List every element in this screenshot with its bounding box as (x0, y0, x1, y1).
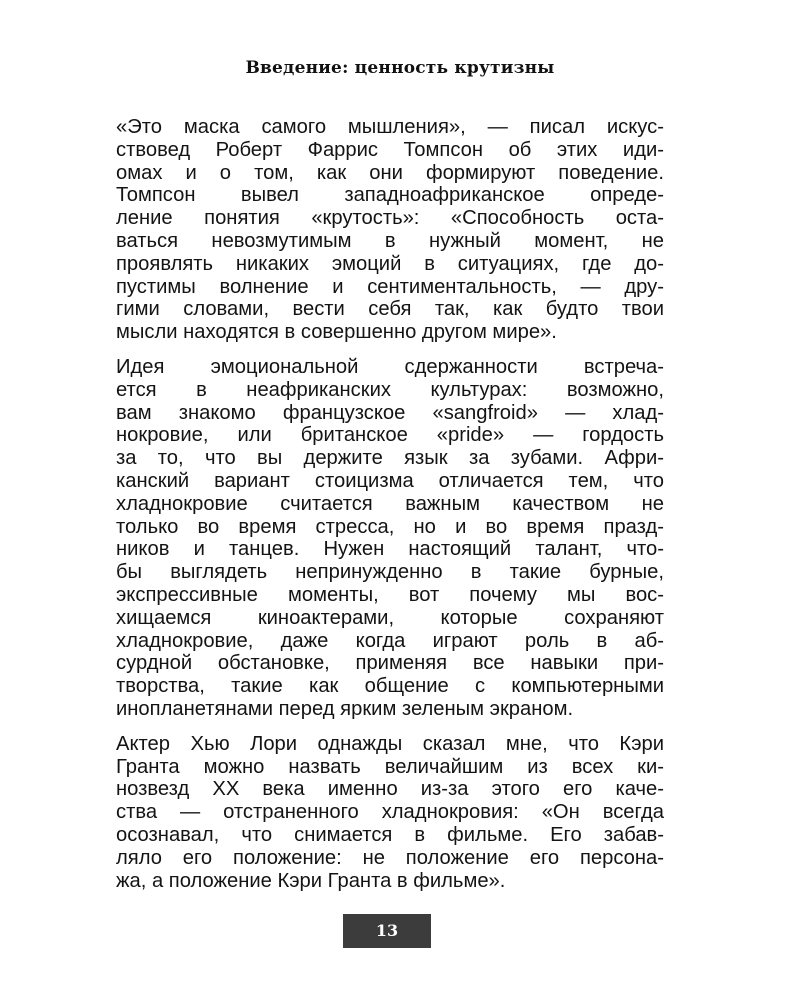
paragraph-3 (116, 733, 664, 893)
text-line: ляло его положение: не положение его персона- (116, 846, 664, 869)
text-line: Томпсон вывел западноафриканское опреде- (116, 184, 664, 207)
text-line: бы выглядеть непринужденно в такие бурные, (116, 561, 664, 584)
text-line: «Это маска самого мышления», — писал искус- (116, 116, 664, 138)
text-line: ваться невозмутимым в нужный момент, не (116, 229, 664, 252)
text-line: за то, что вы держите язык за зубами. Афри- (116, 447, 664, 470)
text-line: инопланетянами перед ярким зеленым экраном. (116, 697, 574, 720)
text-line: хладнокровие считается важным качеством не (116, 492, 664, 515)
text-line: проявлять никаких эмоций в ситуациях, где до- (116, 252, 664, 275)
text-line: Идея эмоциональной сдержанности встреча- (116, 355, 664, 378)
text-line: ников и танцев. Нужен настоящий талант, что- (116, 538, 664, 561)
text-line: только во время стресса, но и во время празд- (116, 515, 664, 538)
running-head: Введение: ценность крутизны (245, 58, 555, 78)
text-line: омах и о том, как они формируют поведение. (116, 161, 664, 184)
text-line: жа, а положение Кэри Гранта в фильме». (116, 869, 506, 892)
paragraph-1 (116, 116, 664, 344)
text-line: нокровие, или британское «pride» — гордость (116, 424, 664, 447)
text-line: мысли находятся в совершенно другом мире». (116, 321, 557, 344)
text-line: пустимы волнение и сентиментальность, — дру- (116, 275, 664, 298)
text-line: Актер Хью Лори однажды сказал мне, что Кэри (116, 732, 664, 755)
text-line: канский вариант стоицизма отличается тем, что (116, 469, 664, 492)
text-line: хищаемся киноактерами, которые сохраняют (116, 606, 664, 629)
text-line: ства — отстраненного хладнокровия: «Он всегда (116, 801, 664, 824)
text-line: ление понятия «крутость»: «Способность оста- (116, 207, 664, 230)
text-line: хладнокровие, даже когда играют роль в аб- (116, 629, 664, 652)
text-line: гими словами, вести себя так, как будто твои (116, 298, 664, 321)
text-line: ется в неафриканских культурах: возможно, (116, 378, 664, 401)
text-line: нозвезд XX века именно из-за этого его каче- (116, 778, 664, 801)
body-text (116, 116, 664, 904)
text-line: сурдной обстановке, применяя все навыки при- (116, 652, 664, 675)
text-line: экспрессивные моменты, вот почему мы вос- (116, 583, 664, 606)
page-number: 13 (343, 914, 431, 948)
text-line: ствовед Роберт Фаррис Томпсон об этих иди- (116, 138, 664, 161)
text-line: творства, такие как общение с компьютерными (116, 675, 664, 698)
text-line: вам знакомо французское «sangfroid» — хлад- (116, 401, 664, 424)
paragraph-2 (116, 356, 664, 721)
text-line: Гранта можно назвать величайшим из всех ки- (116, 755, 664, 778)
text-line: осознавал, что снимается в фильме. Его забав- (116, 823, 664, 846)
